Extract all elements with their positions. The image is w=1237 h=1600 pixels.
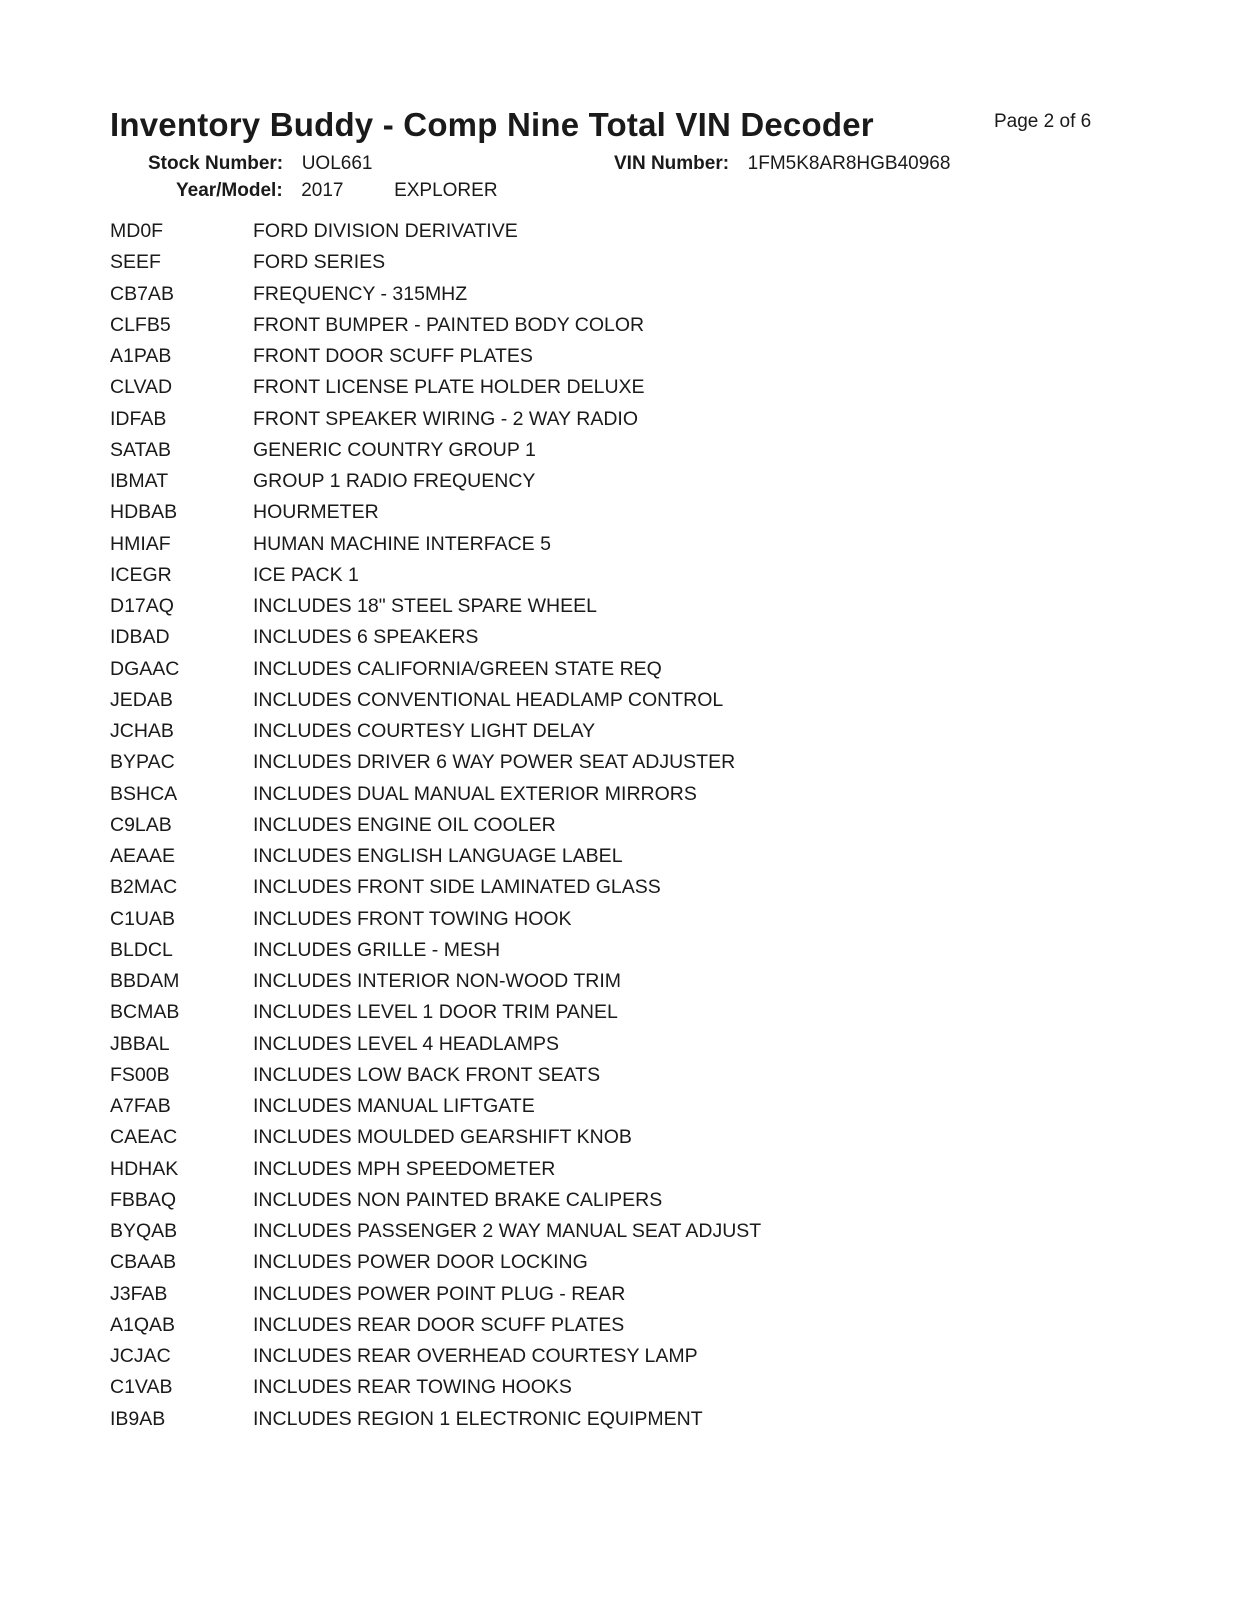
option-description: INCLUDES CONVENTIONAL HEADLAMP CONTROL [253,688,724,711]
option-code: MD0F [110,220,164,242]
option-code: CB7AB [110,282,174,305]
option-row [110,1185,1010,1216]
option-code-list [110,216,1010,1435]
option-code: FBBAQ [110,1188,177,1211]
option-code: CLVAD [110,376,173,399]
option-description: ICE PACK 1 [253,563,359,586]
option-code: HDHAK [110,1157,179,1180]
option-description: INCLUDES REGION 1 ELECTRONIC EQUIPMENT [253,1407,703,1430]
option-code: IB9AB [110,1407,166,1430]
option-description: INCLUDES DRIVER 6 WAY POWER SEAT ADJUSTER [253,751,736,774]
option-description: INCLUDES REAR DOOR SCUFF PLATES [253,1313,625,1336]
option-row [110,341,1010,372]
option-row [110,435,1010,466]
option-row [110,1310,1010,1341]
option-description: FRONT SPEAKER WIRING - 2 WAY RADIO [253,407,638,430]
option-code: FS00B [110,1063,170,1086]
vin-number-label: VIN Number: [614,153,730,174]
option-row [110,747,1010,778]
option-row [110,966,1010,997]
option-row [110,1279,1010,1310]
option-row [110,591,1010,622]
option-row [110,685,1010,716]
option-description: FRONT BUMPER - PAINTED BODY COLOR [253,313,645,336]
option-description: INCLUDES LEVEL 1 DOOR TRIM PANEL [253,1001,618,1024]
option-description: INCLUDES NON PAINTED BRAKE CALIPERS [253,1188,663,1211]
page-number: Page 2 of 6 [994,111,1092,132]
option-description: FORD DIVISION DERIVATIVE [253,220,518,242]
option-description: INCLUDES MPH SPEEDOMETER [253,1157,556,1180]
option-row [110,622,1010,653]
stock-number [148,153,372,175]
year-value: 2017 [301,180,344,201]
option-row [110,935,1010,966]
option-row [110,404,1010,435]
option-row [110,810,1010,841]
option-row [110,716,1010,747]
stock-number-value: UOL661 [301,153,373,174]
option-description: FRONT DOOR SCUFF PLATES [253,345,533,367]
option-description: INCLUDES GRILLE - MESH [253,938,501,961]
option-description: INCLUDES FRONT TOWING HOOK [253,907,572,930]
option-row [110,247,1010,278]
option-row [110,1154,1010,1185]
option-code: BBDAM [110,970,180,992]
option-code: A1PAB [110,345,172,367]
model-value: EXPLORER [394,180,498,201]
option-code: BCMAB [110,1001,180,1024]
option-description: FRONT LICENSE PLATE HOLDER DELUXE [253,376,645,399]
option-description: INCLUDES CALIFORNIA/GREEN STATE REQ [253,657,662,680]
option-row [110,372,1010,403]
option-description: INCLUDES COURTESY LIGHT DELAY [253,720,596,742]
option-code: A1QAB [110,1313,176,1336]
option-code: C1UAB [110,907,176,930]
option-code: JEDAB [110,688,173,711]
option-code: JCHAB [110,720,174,742]
option-description: HOURMETER [253,501,379,524]
option-code: BLDCL [110,938,173,961]
option-code: D17AQ [110,595,174,617]
option-description: INCLUDES REAR OVERHEAD COURTESY LAMP [253,1345,698,1367]
option-code: C1VAB [110,1376,173,1399]
option-row [110,779,1010,810]
option-row [110,1029,1010,1060]
stock-number-label: Stock Number: [148,153,284,174]
option-row [110,279,1010,310]
option-code: BSHCA [110,782,178,805]
option-code: B2MAC [110,876,178,899]
option-row [110,1091,1010,1122]
option-description: INCLUDES LEVEL 4 HEADLAMPS [253,1032,559,1055]
option-description: INCLUDES MANUAL LIFTGATE [253,1095,535,1117]
option-code: J3FAB [110,1282,168,1305]
option-description: INCLUDES 18" STEEL SPARE WHEEL [253,595,597,617]
option-code: A7FAB [110,1095,171,1117]
option-code: BYQAB [110,1220,178,1242]
option-row [110,841,1010,872]
option-description: INCLUDES ENGINE OIL COOLER [253,813,556,836]
vin-number-value: 1FM5K8AR8HGB40968 [747,153,951,174]
option-row [110,560,1010,591]
option-row [110,1372,1010,1403]
option-row [110,872,1010,903]
option-code: CLFB5 [110,313,171,336]
option-description: INCLUDES REAR TOWING HOOKS [253,1376,572,1399]
option-row [110,1341,1010,1372]
option-code: CBAAB [110,1251,177,1274]
option-code: IDFAB [110,407,167,430]
option-code: ICEGR [110,563,172,586]
option-description: INCLUDES INTERIOR NON-WOOD TRIM [253,970,621,992]
option-code: SEEF [110,251,161,274]
option-description: GROUP 1 RADIO FREQUENCY [253,470,536,492]
option-row [110,1247,1010,1278]
option-row [110,904,1010,935]
option-description: INCLUDES POWER POINT PLUG - REAR [253,1282,626,1305]
option-description: INCLUDES ENGLISH LANGUAGE LABEL [253,845,623,867]
option-row [110,997,1010,1028]
option-code: HDBAB [110,501,178,524]
vin-number [614,153,950,175]
option-description: INCLUDES MOULDED GEARSHIFT KNOB [253,1126,632,1149]
option-code: AEAAE [110,845,176,867]
option-description: INCLUDES FRONT SIDE LAMINATED GLASS [253,876,661,899]
year-model-label: Year/Model: [176,180,283,201]
option-row [110,1404,1010,1435]
option-description: INCLUDES 6 SPEAKERS [253,626,479,649]
option-code: JCJAC [110,1345,171,1367]
option-code: C9LAB [110,813,172,836]
option-description: FORD SERIES [253,251,386,274]
option-description: INCLUDES LOW BACK FRONT SEATS [253,1063,601,1086]
option-row [110,466,1010,497]
option-code: CAEAC [110,1126,178,1149]
option-row [110,529,1010,560]
option-row [110,310,1010,341]
option-row [110,216,1010,247]
option-code: BYPAC [110,751,175,774]
option-code: IBMAT [110,470,169,492]
option-description: INCLUDES DUAL MANUAL EXTERIOR MIRRORS [253,782,697,805]
option-code: SATAB [110,438,172,461]
year-model [176,180,498,202]
option-row [110,1060,1010,1091]
option-code: HMIAF [110,532,171,555]
document-title: Inventory Buddy - Comp Nine Total VIN Decoder [110,106,874,143]
option-row [110,1122,1010,1153]
option-code: IDBAD [110,626,170,649]
option-row [110,1216,1010,1247]
option-row [110,497,1010,528]
option-description: INCLUDES PASSENGER 2 WAY MANUAL SEAT ADJUST [253,1220,762,1242]
option-description: HUMAN MACHINE INTERFACE 5 [253,532,551,555]
option-description: GENERIC COUNTRY GROUP 1 [253,438,536,461]
option-description: FREQUENCY - 315MHZ [253,282,468,305]
option-code: DGAAC [110,657,180,680]
option-code: JBBAL [110,1032,170,1055]
option-description: INCLUDES POWER DOOR LOCKING [253,1251,588,1274]
option-row [110,654,1010,685]
